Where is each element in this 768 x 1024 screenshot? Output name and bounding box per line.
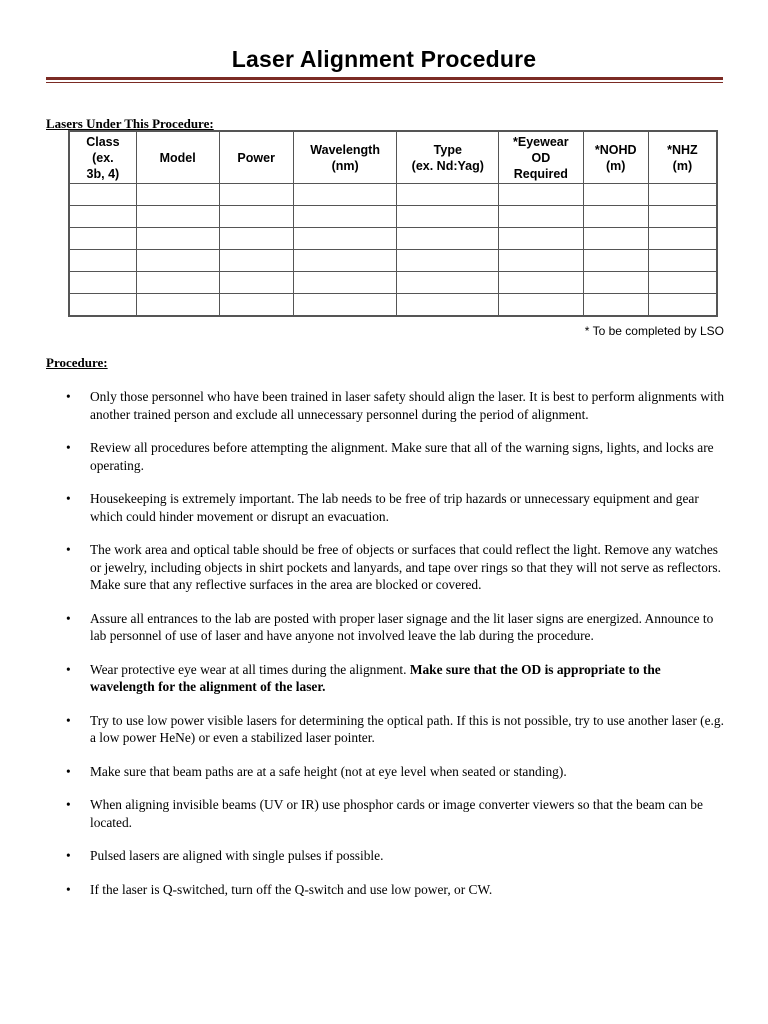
table-cell[interactable] (69, 250, 136, 272)
header-line: *Eyewear (513, 134, 569, 149)
table-cell[interactable] (397, 228, 499, 250)
header-line: 3b, 4) (86, 166, 120, 181)
step-text: Try to use low power visible lasers for determining the optical path. If this is not possible, try to use another laser (e.g. a low power HeNe) or even a stabilized laser pointer. (90, 712, 724, 745)
step-text: Review all procedures before attempting the alignment. Make sure that all of the warning signs, lights, and locks are operating. (90, 440, 714, 473)
bullet-icon: • (66, 389, 71, 404)
bullet-icon: • (66, 797, 71, 812)
list-item (46, 388, 726, 423)
table-cell[interactable] (136, 272, 219, 294)
list-item (46, 490, 726, 525)
table-cell[interactable] (219, 206, 293, 228)
table-row (69, 228, 717, 250)
table-cell[interactable] (219, 228, 293, 250)
header-line: *NOHD (594, 142, 637, 157)
table-cell[interactable] (136, 206, 219, 228)
title-rule-thin (46, 82, 723, 83)
lasers-table (68, 130, 718, 317)
header-line: (m) (605, 158, 626, 173)
header-line: (nm) (331, 158, 359, 173)
list-item (46, 847, 726, 865)
table-cell[interactable] (499, 294, 583, 317)
table-header-cell (648, 131, 717, 184)
table-cell[interactable] (219, 184, 293, 206)
step-text: Make sure that beam paths are at a safe height (not at eye level when seated or standing). (90, 763, 567, 779)
bullet-icon: • (66, 610, 71, 626)
table-header-row (69, 131, 717, 184)
table-header-cell (583, 131, 648, 184)
bullet-icon: • (66, 848, 71, 863)
step-emphasis: Make sure that the OD is appropriate to the wavelength for the alignment of the laser. (90, 661, 661, 694)
table-cell[interactable] (69, 206, 136, 228)
bullet-icon: • (66, 712, 71, 728)
table-cell[interactable] (69, 294, 136, 317)
table-row (69, 294, 717, 317)
step-text: Wear protective eye wear at all times during the alignment. (90, 661, 410, 677)
table-cell[interactable] (648, 250, 717, 272)
header-line: Required (513, 166, 568, 181)
table-cell[interactable] (648, 228, 717, 250)
header-line: Model (159, 150, 196, 165)
table-cell[interactable] (648, 272, 717, 294)
bullet-icon: • (66, 491, 71, 506)
table-header-cell (397, 131, 499, 184)
header-line: OD (531, 150, 551, 165)
table-header-cell (499, 131, 583, 184)
bullet-icon: • (66, 440, 71, 455)
table-cell[interactable] (397, 294, 499, 317)
bullet-icon: • (66, 661, 71, 677)
table-row (69, 206, 717, 228)
table-cell[interactable] (293, 184, 397, 206)
header-line: *NHZ (667, 142, 698, 157)
list-item (46, 541, 726, 594)
table-cell[interactable] (397, 184, 499, 206)
table-row (69, 272, 717, 294)
lasers-section-label: Lasers Under This Procedure: (46, 116, 214, 131)
table-cell[interactable] (219, 272, 293, 294)
table-cell[interactable] (397, 250, 499, 272)
list-item (46, 439, 726, 474)
table-cell[interactable] (219, 294, 293, 317)
table-header-cell (69, 131, 136, 184)
header-line: Class (86, 134, 120, 149)
table-cell[interactable] (583, 294, 648, 317)
table-cell[interactable] (219, 250, 293, 272)
procedure-list (46, 388, 726, 914)
table-cell[interactable] (648, 206, 717, 228)
header-line: Power (237, 150, 275, 165)
step-text: If the laser is Q-switched, turn off the Q-switch and use low power, or CW. (90, 881, 493, 897)
table-cell[interactable] (499, 184, 583, 206)
header-line: (m) (672, 158, 693, 173)
list-item (46, 881, 726, 899)
table-cell[interactable] (499, 228, 583, 250)
table-cell[interactable] (69, 228, 136, 250)
table-row (69, 250, 717, 272)
list-item (46, 763, 726, 781)
table-cell[interactable] (648, 294, 717, 317)
table-cell[interactable] (136, 184, 219, 206)
list-item (46, 610, 726, 645)
table-cell[interactable] (397, 272, 499, 294)
step-text: When aligning invisible beams (UV or IR) use phosphor cards or image converter viewers so that the beam can be located. (90, 797, 703, 830)
table-header-cell (136, 131, 219, 184)
table-cell[interactable] (293, 206, 397, 228)
page-title: Laser Alignment Procedure (231, 46, 537, 72)
header-line: (ex. (92, 150, 114, 165)
step-text: Only those personnel who have been trained in laser safety should align the laser. It is best to perform alignments with another trained person and exclude all unnecessary personnel during the period of alignment. (90, 389, 725, 422)
table-cell[interactable] (499, 206, 583, 228)
table-header-cell (293, 131, 397, 184)
table-cell[interactable] (293, 250, 397, 272)
table-cell[interactable] (583, 206, 648, 228)
table-cell[interactable] (583, 272, 648, 294)
header-line: Type (433, 142, 462, 157)
table-cell[interactable] (499, 250, 583, 272)
table-cell[interactable] (293, 272, 397, 294)
lso-note: * To be completed by LSO (584, 324, 724, 338)
table-cell[interactable] (583, 250, 648, 272)
procedure-section-label: Procedure: (46, 355, 108, 370)
list-item (46, 661, 726, 696)
bullet-icon: • (66, 542, 71, 557)
table-cell[interactable] (583, 228, 648, 250)
table-cell[interactable] (499, 272, 583, 294)
header-line: (ex. Nd:Yag) (411, 158, 484, 173)
bullet-icon: • (66, 881, 71, 897)
table-cell[interactable] (648, 184, 717, 206)
list-item (46, 796, 726, 831)
step-text: The work area and optical table should be free of objects or surfaces that could reflect the light. Remove any watches or jewelry, including objects in shirt pockets and lanyards, and tape over rings so that they will not serve as reflectors. Make sure that any reflective surfaces in the area are blocked or covered. (90, 542, 721, 592)
list-item (46, 712, 726, 747)
table-header-cell (219, 131, 293, 184)
table-cell[interactable] (293, 228, 397, 250)
table-cell[interactable] (136, 250, 219, 272)
table-cell[interactable] (69, 184, 136, 206)
table-cell[interactable] (136, 294, 219, 317)
table-cell[interactable] (583, 184, 648, 206)
table-cell[interactable] (136, 228, 219, 250)
table-cell[interactable] (69, 272, 136, 294)
step-text: Assure all entrances to the lab are posted with proper laser signage and the lit laser signs are energized. Announce to lab personnel of use of laser and have anyone not involved leave the lab during the procedure. (90, 610, 714, 643)
bullet-icon: • (66, 763, 71, 779)
table-cell[interactable] (397, 206, 499, 228)
table-cell[interactable] (293, 294, 397, 317)
header-line: Wavelength (310, 142, 380, 157)
step-text: Pulsed lasers are aligned with single pulses if possible. (90, 848, 384, 863)
step-text: Housekeeping is extremely important. The lab needs to be free of trip hazards or unnecessary equipment and gear which could hinder movement or disrupt an evacuation. (90, 491, 699, 524)
title-rule (46, 77, 723, 80)
table-row (69, 184, 717, 206)
